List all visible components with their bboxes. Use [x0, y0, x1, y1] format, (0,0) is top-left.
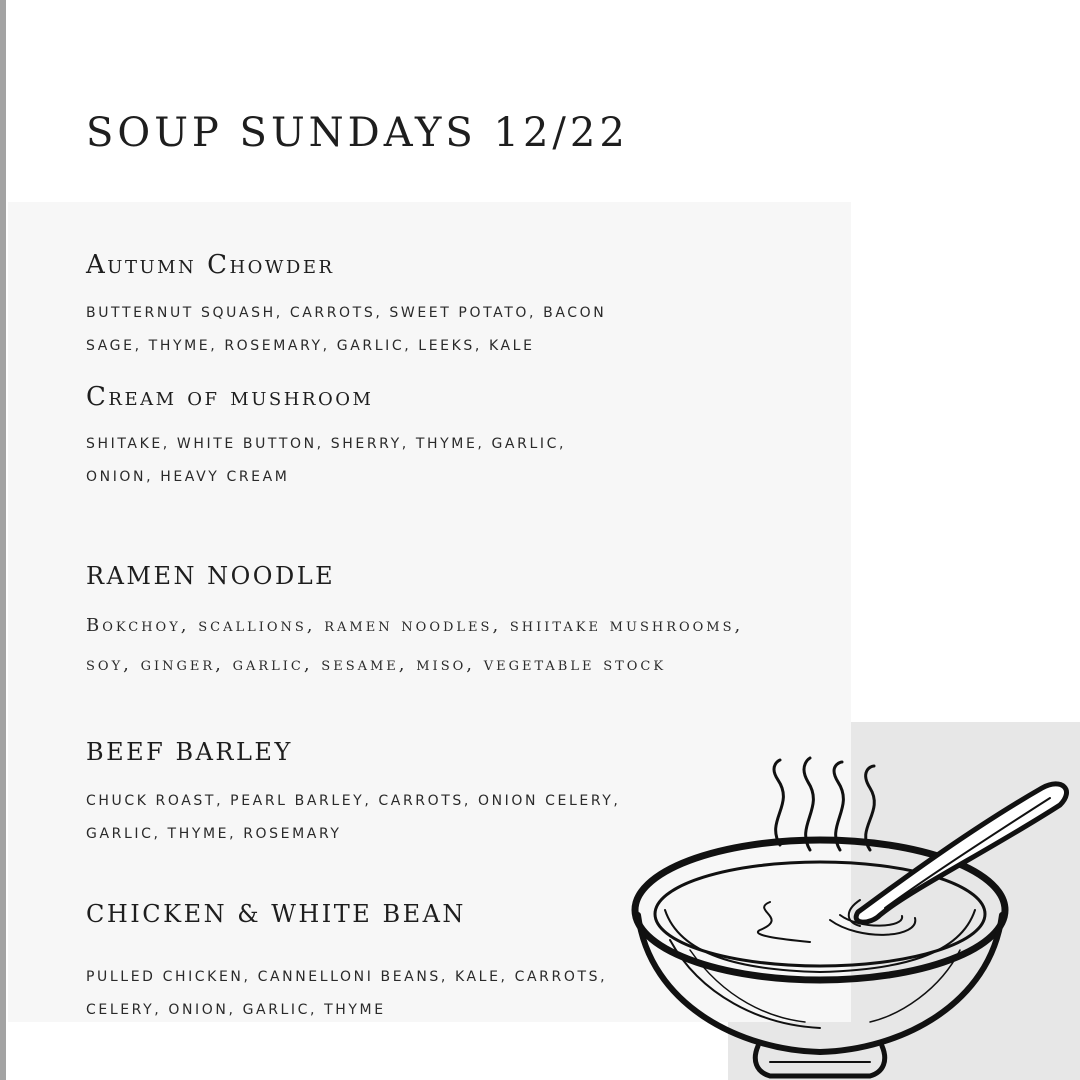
soup-name-beef-barley: BEEF BARLEY — [86, 738, 293, 766]
soup-ingredients-line: SAGE, THYME, ROSEMARY, GARLIC, LEEKS, KALE — [86, 338, 535, 354]
soup-name-chicken-white-bean: CHICKEN & WHITE BEAN — [86, 900, 466, 928]
soup-ingredients-line: CHUCK ROAST, PEARL BARLEY, CARROTS, ONION CELERY, — [86, 793, 621, 809]
left-edge-rule — [0, 0, 6, 1080]
soup-ingredients-line: soy, ginger, garlic, sesame, miso, vegetable stock — [86, 654, 667, 675]
soup-ingredients-line: PULLED CHICKEN, CANNELLONI BEANS, KALE, CARROTS, — [86, 969, 608, 985]
soup-bowl-icon — [630, 750, 1080, 1080]
soup-name-ramen-noodle: RAMEN NOODLE — [86, 562, 336, 590]
soup-name-autumn-chowder: Autumn Chowder — [86, 250, 335, 280]
menu-title: SOUP SUNDAYS 12/22 — [86, 110, 629, 156]
soup-ingredients-line: BUTTERNUT SQUASH, CARROTS, SWEET POTATO, BACON — [86, 305, 607, 321]
soup-name-cream-of-mushroom: Cream of mushroom — [86, 382, 374, 412]
soup-ingredients-line: CELERY, ONION, GARLIC, THYME — [86, 1002, 386, 1018]
soup-ingredients-line: SHITAKE, WHITE BUTTON, SHERRY, THYME, GARLIC, — [86, 436, 566, 452]
soup-ingredients-line: ONION, HEAVY CREAM — [86, 469, 290, 485]
soup-ingredients-line: Bokchoy, scallions, ramen noodles, shiitake mushrooms, — [86, 615, 744, 636]
soup-ingredients-line: GARLIC, THYME, ROSEMARY — [86, 826, 342, 842]
